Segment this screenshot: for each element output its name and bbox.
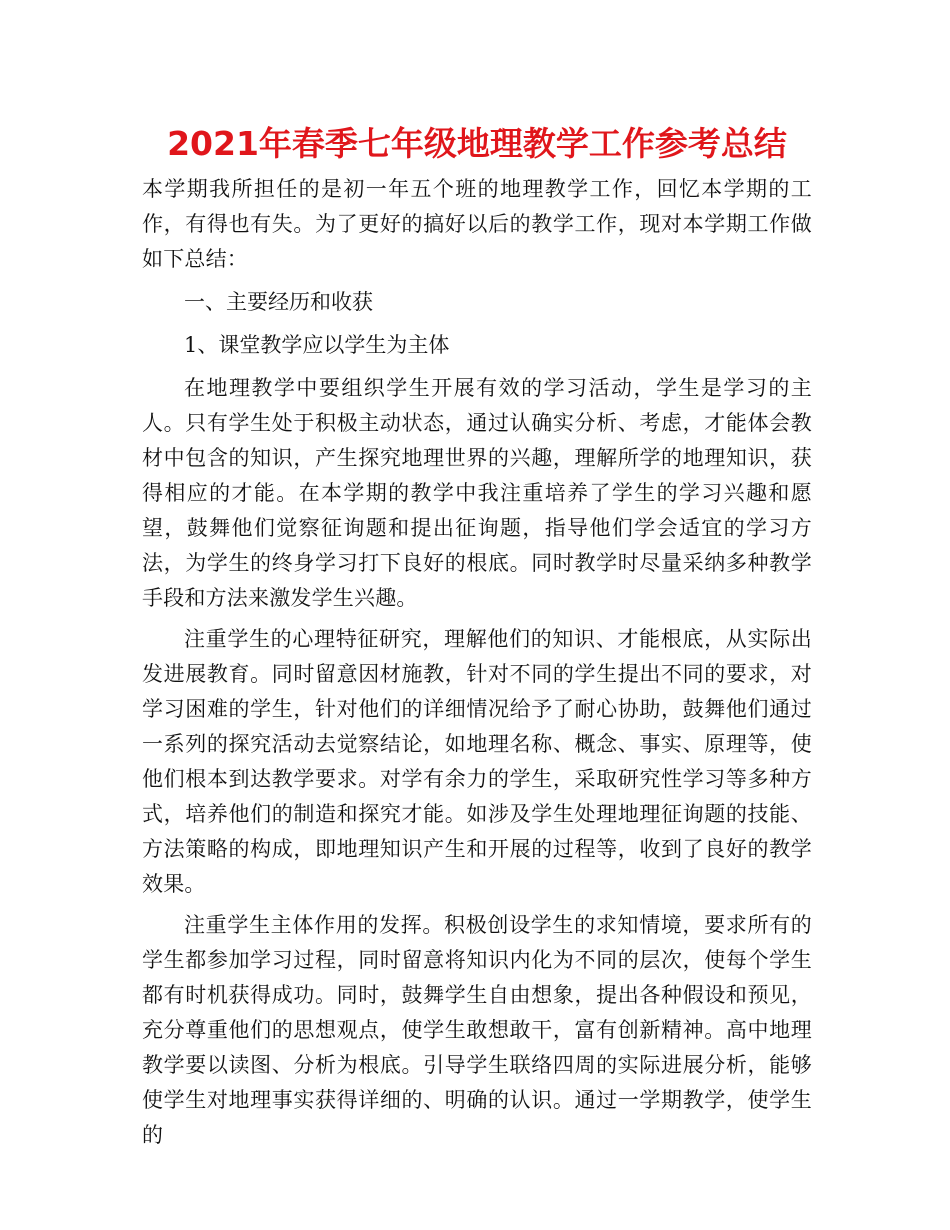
document-page <box>142 120 812 1159</box>
section-heading: 一、主要经历和收获 <box>184 290 373 314</box>
intro-paragraph: 本学期我所担任的是初一年五个班的地理教学工作，回忆本学期的工作，有得也有失。为了更好的搞好以后的教学工作，现对本学期工作做如下总结： <box>142 177 812 271</box>
body-paragraph-2: 注重学生的心理特征研究，理解他们的知识、才能根底，从实际出发进展教育。同时留意因材施教，针对不同的学生提出不同的要求，对学习困难的学生，针对他们的详细情况给予了耐心协助，鼓舞他们通过一系列的探究活动去觉察结论，如地理名称、概念、事实、原理等，使他们根本到达教学要求。对学有余力的学生，采取研究性学习等多种方式，培养他们的制造和探究才能。如涉及学生处理地理征询题的技能、方法策略的构成，即地理知识产生和开展的过程等，收到了良好的教学效果。 <box>142 627 812 896</box>
document-title: 2021年春季七年级地理教学工作参考总结 <box>167 124 787 163</box>
subsection-heading: 1、课堂教学应以学生为主体 <box>184 333 450 357</box>
body-paragraph-3: 注重学生主体作用的发挥。积极创设学生的求知情境，要求所有的学生都参加学习过程，同时留意将知识内化为不同的层次，使每个学生都有时机获得成功。同时，鼓舞学生自由想象，提出各种假设和预见，充分尊重他们的思想观点，使学生敢想敢干，富有创新精神。高中地理教学要以读图、分析为根底。引导学生联络四周的实际进展分析，能够使学生对地理事实获得详细的、明确的认识。通过一学期教学，使学生的 <box>142 913 812 1147</box>
body-paragraph-1: 在地理教学中要组织学生开展有效的学习活动，学生是学习的主人。只有学生处于积极主动状态，通过认确实分析、考虑，才能体会教材中包含的知识，产生探究地理世界的兴趣，理解所学的地理知识，获得相应的才能。在本学期的教学中我注重培养了学生的学习兴趣和愿望，鼓舞他们觉察征询题和提出征询题，指导他们学会适宜的学习方法，为学生的终身学习打下良好的根底。同时教学时尽量采纳多种教学手段和方法来激发学生兴趣。 <box>142 376 812 610</box>
